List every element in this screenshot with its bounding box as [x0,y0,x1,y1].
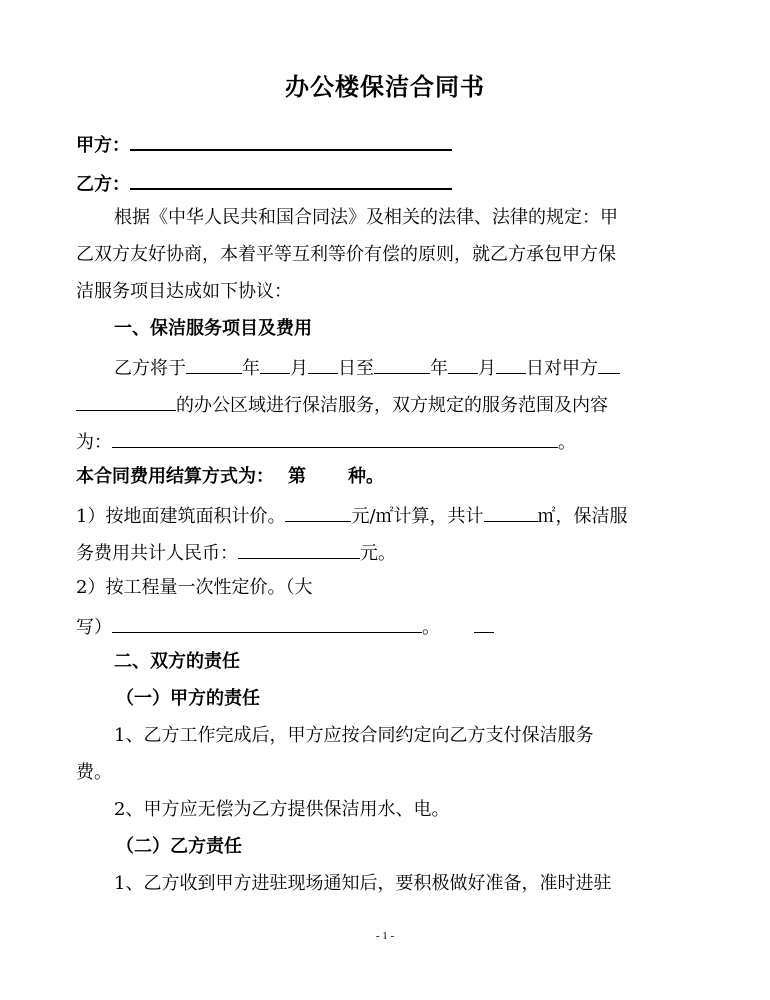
option2-line-2 [76,614,494,639]
party-b-blank [130,170,452,190]
b1-line-1: 1、乙方收到甲方进驻现场通知后，要积极做好准备，准时进驻 [114,873,612,894]
s1-start-text: 乙方将于 [114,358,186,379]
party-b-line [76,170,452,196]
sub1-heading: （一）甲方的责任 [116,688,260,709]
s1-para-line-1 [114,355,620,380]
start-day-blank [308,355,338,374]
settlement-zhong: 种。 [348,466,384,487]
a1-line-1: 1、乙方工作完成后，甲方应按合同约定向乙方支付保洁服务 [114,725,594,746]
opt2-line2-end: 。 [422,617,440,638]
start-month-blank [260,355,290,374]
sub2-heading: （二）乙方责任 [116,836,242,857]
s1-line3-start: 为： [76,432,112,453]
s1-month1-text: 月 [290,358,308,379]
settlement-line [76,466,384,488]
service-scope-blank [112,429,558,448]
intro-line-1: 根据《中华人民共和国合同法》及相关的法律、法律的规定：甲 [114,207,618,228]
option1-line-2 [76,540,396,565]
opt2-line2-start: 写） [76,617,112,638]
document-title: 办公楼保洁合同书 [285,73,485,101]
s1-para-line-3 [76,429,576,454]
s1-year1-text: 年 [242,358,260,379]
opt1-line2-start: 务费用共计人民币： [76,543,238,564]
end-day-blank [496,355,526,374]
amount-words-blank [112,614,422,633]
a1-line-2: 费。 [76,762,112,783]
s1-month2-text: 月 [478,358,496,379]
end-month-blank [448,355,478,374]
s1-day1-text: 日至 [338,358,374,379]
option1-line-1 [76,503,628,528]
amount-short-blank [474,614,494,633]
option2-line-1: 2）按工程量一次性定价。（大 [76,577,313,598]
opt1-unit: 元/㎡计算，共计 [351,506,484,527]
intro-line-3: 洁服务项目达成如下协议： [76,281,292,302]
a2-line-1: 2、甲方应无偿为乙方提供保洁用水、电。 [114,799,450,820]
party-b-label: 乙方： [76,174,130,195]
opt1-line2-end: 元。 [360,543,396,564]
total-fee-blank [238,540,360,559]
start-year-blank [186,355,242,374]
page-number: - 1 - [375,930,395,942]
settlement-di: 第 [288,466,306,487]
intro-line-2: 乙双方友好协商，本着平等互利等价有偿的原则，就乙方承包甲方保 [76,244,616,265]
s1-day2-text: 日对甲方 [526,358,598,379]
opt1-area-unit: ㎡，保洁服 [537,506,628,527]
area-blank [484,503,538,522]
s1-line2-text: 的办公区域进行保洁服务，双方规定的服务范围及内容 [176,395,608,416]
opt1-start: 1）按地面建筑面积计价。 [76,506,286,527]
party-a-name-blank-1 [598,355,620,374]
s1-para-line-2 [76,392,608,417]
section2-heading: 二、双方的责任 [114,651,240,672]
end-year-blank [374,355,430,374]
party-a-name-blank-2 [76,392,176,411]
settlement-label: 本合同费用结算方式为： [76,466,274,487]
s1-line3-end: 。 [558,432,576,453]
s1-year2-text: 年 [430,358,448,379]
section1-heading: 一、保洁服务项目及费用 [114,318,312,339]
party-a-label: 甲方： [76,135,130,156]
party-a-blank [130,131,452,151]
party-a-line [76,131,452,157]
unit-price-blank [285,503,351,522]
